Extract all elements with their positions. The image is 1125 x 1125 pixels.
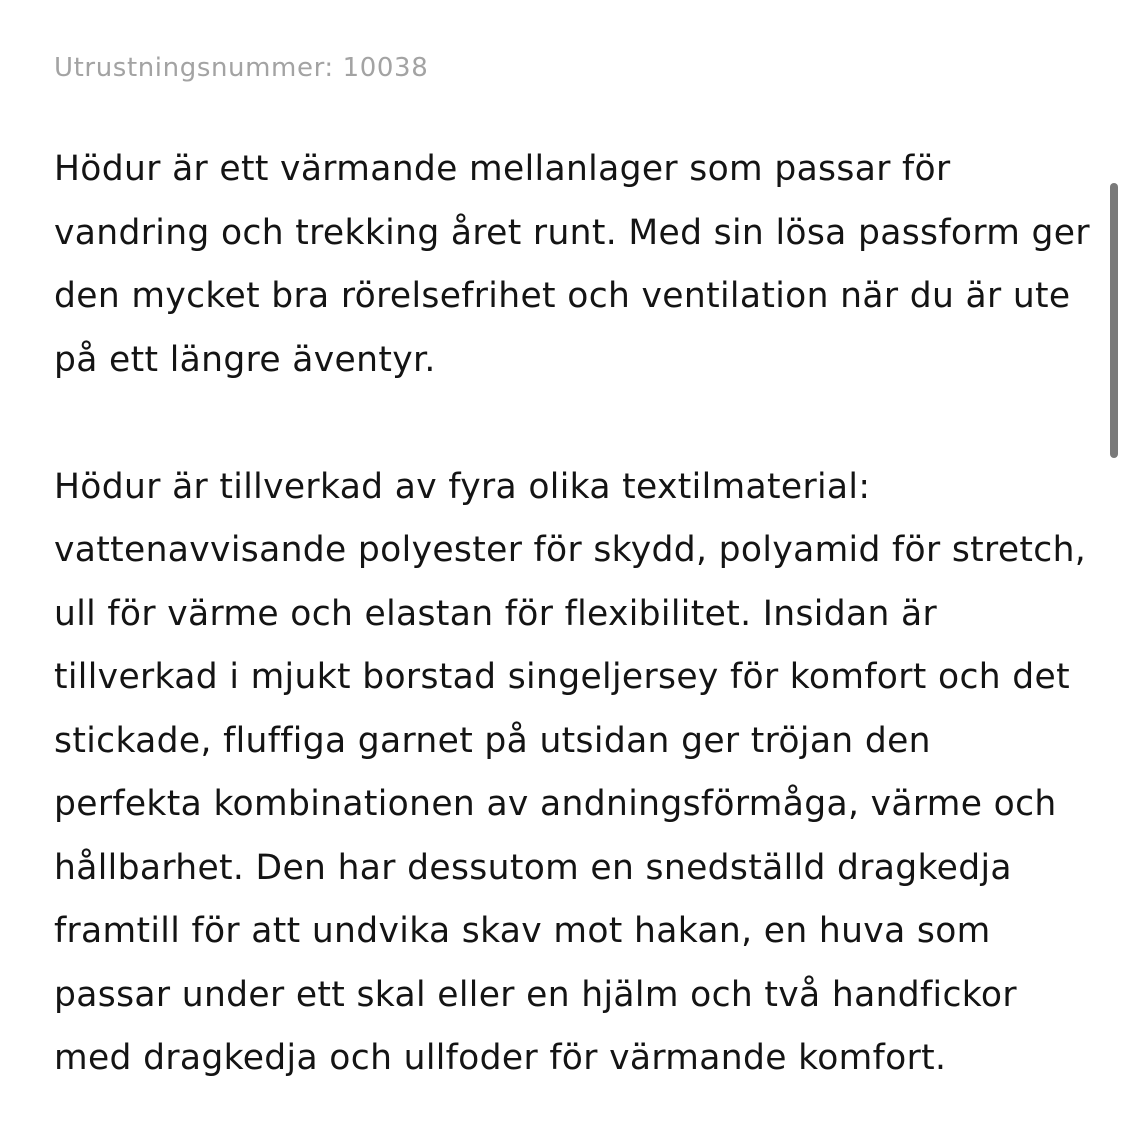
paragraph-line: hållbarhet. Den har dessutom en snedställd dragkedja bbox=[54, 847, 1012, 888]
paragraph-line: med dragkedja och ullfoder för värmande komfort. bbox=[54, 1038, 947, 1078]
paragraph-line: på ett längre äventyr. bbox=[54, 339, 436, 380]
vertical-scrollbar[interactable] bbox=[1110, 183, 1118, 458]
paragraph-line: stickade, fluffiga garnet på utsidan ger tröjan den bbox=[54, 720, 931, 761]
paragraph-line: tillverkad i mjukt borstad singeljersey för komfort och det bbox=[54, 657, 1070, 697]
paragraph-line: vandring och trekking året runt. Med sin lösa passform ger bbox=[54, 212, 1090, 253]
paragraph-line: Hödur är ett värmande mellanlager som passar för bbox=[54, 149, 951, 189]
paragraph-line: passar under ett skal eller en hjälm och två handfickor bbox=[54, 974, 1017, 1015]
paragraph-line: perfekta kombinationen av andningsförmåga, värme och bbox=[54, 784, 1057, 824]
paragraph-line: den mycket bra rörelsefrihet och ventilation när du är ute bbox=[54, 276, 1071, 316]
paragraph-line: ull för värme och elastan för flexibilitet. Insidan är bbox=[54, 593, 937, 634]
paragraph-line: vattenavvisande polyester för skydd, polyamid för stretch, bbox=[54, 530, 1087, 570]
description-paragraph-1 bbox=[54, 138, 1090, 392]
description-paragraph-2 bbox=[54, 456, 1087, 1091]
product-description-panel bbox=[54, 46, 1090, 1091]
equipment-number: Utrustningsnummer: 10038 bbox=[54, 53, 429, 83]
paragraph-line: framtill för att undvika skav mot hakan, en huva som bbox=[54, 911, 991, 951]
paragraph-line: Hödur är tillverkad av fyra olika textilmaterial: bbox=[54, 466, 871, 507]
